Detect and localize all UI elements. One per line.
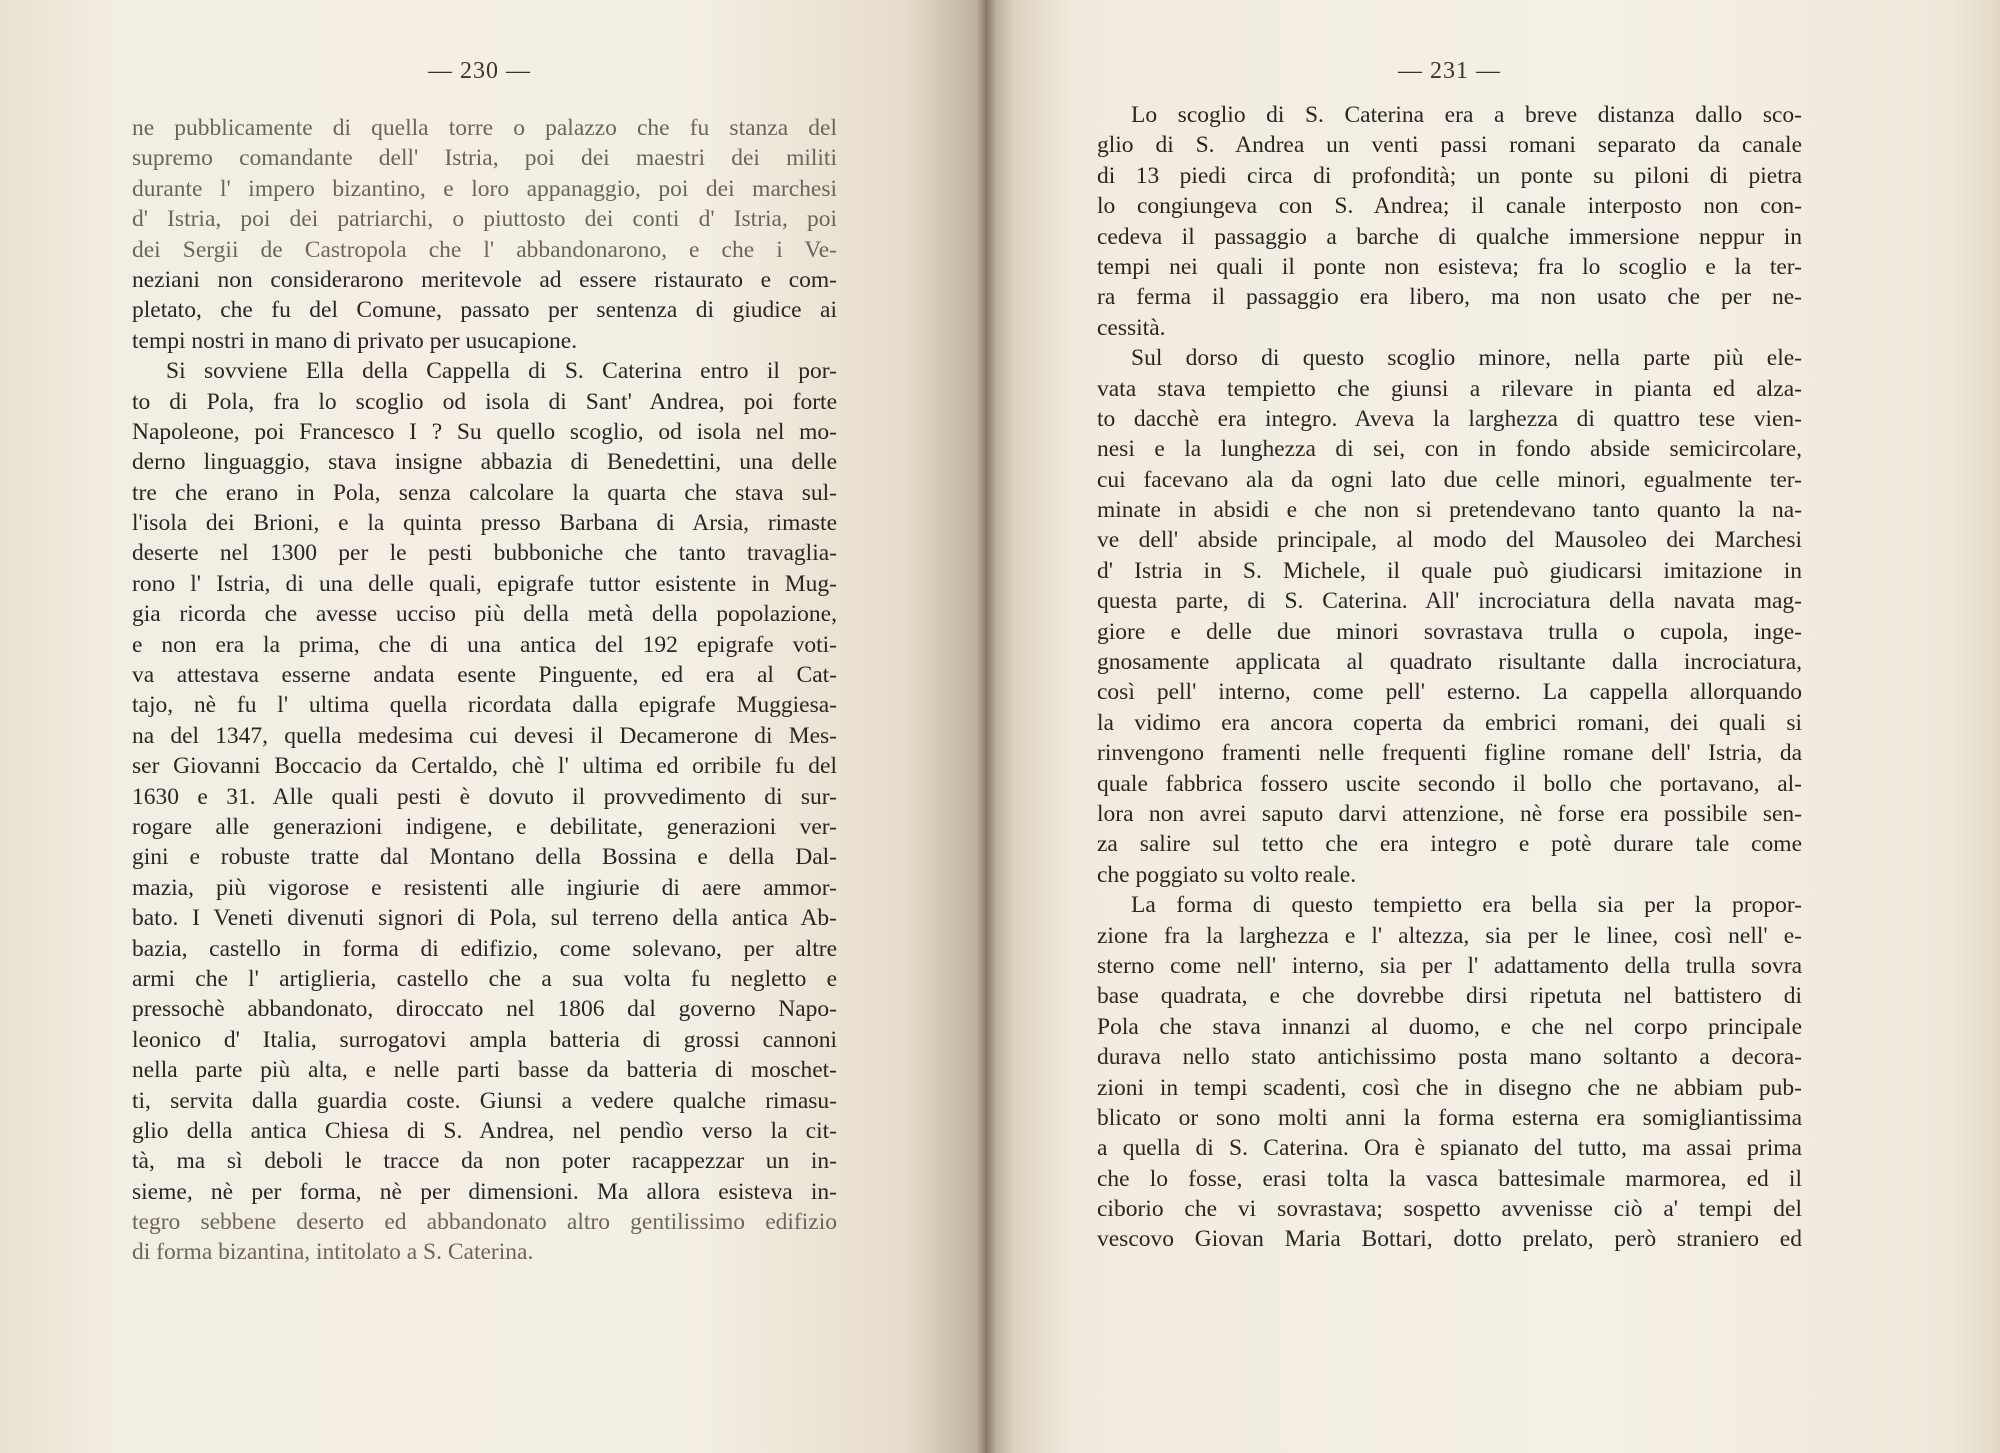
text-line: tajo, nè fu l' ultima quella ricordata dalla epigrafe Muggiesa- (132, 692, 837, 719)
text-line: l'isola dei Brioni, e la quinta presso Barbana di Arsia, rimaste (132, 510, 837, 537)
text-line: vata stava tempietto che giunsi a rilevare in pianta ed alza- (1097, 375, 1802, 402)
text-line: che lo fosse, erasi tolta la vasca battesimale marmorea, ed il (1097, 1165, 1802, 1192)
text-line: d' Istria, poi dei patriarchi, o piuttosto dei conti d' Istria, poi (132, 206, 837, 233)
text-line: ra ferma il passaggio era libero, ma non usato che per ne- (1097, 284, 1802, 311)
text-line: cessità. (1097, 314, 1166, 341)
text-line: gini e robuste tratte dal Montano della Bossina e della Dal- (132, 844, 837, 871)
text-line: rinvengono framenti nelle frequenti figline romane dell' Istria, da (1097, 740, 1802, 767)
text-line: lora non avrei saputo darvi attenzione, nè forse era possibile sen- (1097, 800, 1802, 827)
text-line: zione fra la larghezza e l' altezza, sia per le linee, così nell' e- (1097, 922, 1802, 949)
text-line: tà, ma sì deboli le tracce da non poter racappezzar un in- (132, 1148, 837, 1175)
text-line: armi che l' artiglieria, castello che a sua volta fu negletto e (132, 965, 837, 992)
text-line: ne pubblicamente di quella torre o palazzo che fu stanza del (132, 115, 837, 141)
text-line: lo congiungeva con S. Andrea; il canale interposto non con- (1097, 193, 1802, 220)
text-line: 1630 e 31. Alle quali pesti è dovuto il provvedimento di sur- (132, 783, 837, 810)
text-line: gnosamente applicata al quadrato risultante dalla incrociatura, (1097, 649, 1802, 676)
text-line: zioni in tempi scadenti, così che in disegno che ne abbiam pub- (1097, 1074, 1802, 1101)
text-line: bato. I Veneti divenuti signori di Pola, sul terreno della antica Ab- (132, 905, 837, 932)
text-line: rono l' Istria, di una delle quali, epigrafe tuttor esistente in Mug- (132, 570, 837, 597)
text-line: base quadrata, e che dovrebbe dirsi ripetuta nel battistero di (1097, 983, 1802, 1010)
text-line: tegro sebbene deserto ed abbandonato altro gentilissimo edifizio (132, 1209, 837, 1236)
text-line: d' Istria in S. Michele, il quale può giudicarsi imitazione in (1097, 557, 1802, 584)
text-line: neziani non considerarono meritevole ad essere ristaurato e com- (132, 266, 837, 293)
text-line: to di Pola, fra lo scoglio od isola di Sant' Andrea, poi forte (132, 388, 837, 415)
text-line: a quella di S. Caterina. Ora è spianato del tutto, ma assai prima (1097, 1135, 1802, 1162)
text-line: deserte nel 1300 per le pesti bubboniche che tanto travaglia- (132, 540, 837, 567)
text-line: blicato or sono molti anni la forma esterna era somigliantissima (1097, 1104, 1802, 1131)
page-number-left: — 230 — (428, 58, 531, 84)
text-line: pressochè abbandonato, diroccato nel 1806 dal governo Napo- (132, 996, 837, 1023)
text-line: gia ricorda che avesse ucciso più della metà della popolazione, (132, 601, 837, 628)
text-line: minate in absidi e che non si pretendevano tanto quanto la na- (1097, 497, 1802, 524)
text-line: di 13 piedi circa di profondità; un ponte su piloni di pietra (1097, 162, 1802, 189)
text-line: questa parte, di S. Caterina. All' incrociatura della navata mag- (1097, 588, 1802, 615)
text-line: tempi nei quali il ponte non esisteva; fra lo scoglio e la ter- (1097, 253, 1802, 280)
text-line: ser Giovanni Boccacio da Certaldo, chè l' ultima ed orribile fu del (132, 753, 837, 780)
text-line: rogare alle generazioni indigene, e debilitate, generazioni ver- (132, 813, 837, 840)
right-page-text (1097, 100, 1802, 1255)
text-line: mazia, più vigorose e resistenti alle ingiurie di aere ammor- (132, 874, 837, 901)
text-line: sterno come nell' interno, sia per l' adattamento della trulla sovra (1097, 952, 1802, 979)
text-line: nesi e la lunghezza di sei, con in fondo abside semicircolare, (1097, 436, 1802, 463)
text-line: Napoleone, poi Francesco I ? Su quello scoglio, od isola nel mo- (132, 418, 837, 445)
text-line: ti, servita dalla guardia coste. Giunsi a vedere qualche rimasu- (132, 1087, 837, 1114)
text-line: vescovo Giovan Maria Bottari, dotto prelato, però straniero ed (1097, 1226, 1802, 1253)
left-page (0, 0, 985, 1453)
text-line: Lo scoglio di S. Caterina era a breve distanza dallo sco- (1131, 102, 1802, 128)
page-number-right: — 231 — (1398, 58, 1501, 84)
text-line: giore e delle due minori sovrastava trulla o cupola, inge- (1097, 618, 1802, 645)
text-line: cui facevano ala da ogni lato due celle minori, egualmente ter- (1097, 466, 1802, 493)
text-line: ve dell' abside principale, al modo del Mausoleo dei Marchesi (1097, 527, 1802, 554)
text-line: così pell' interno, come pell' esterno. La cappella allorquando (1097, 679, 1802, 706)
text-line: tre che erano in Pola, senza calcolare la quarta che stava sul- (132, 479, 837, 506)
text-line: derno linguaggio, stava insigne abbazia di Benedettini, una delle (132, 449, 837, 476)
text-line: glio della antica Chiesa di S. Andrea, nel pendìo verso la cit- (132, 1117, 837, 1144)
text-line: Pola che stava innanzi al duomo, e che nel corpo principale (1097, 1013, 1802, 1040)
text-line: che poggiato su volto reale. (1097, 861, 1357, 888)
text-line: La forma di questo tempietto era bella sia per la propor- (1131, 892, 1802, 919)
text-line: va attestava esserne andata esente Pinguente, ed era al Cat- (132, 662, 837, 689)
text-line: ciborio che vi sovrastava; sospetto avvenisse ciò a' tempi del (1097, 1196, 1802, 1223)
text-line: pletato, che fu del Comune, passato per sentenza di giudice ai (132, 297, 837, 324)
text-line: to dacchè era integro. Aveva la larghezza di quattro tese vien- (1097, 405, 1802, 432)
text-line: bazia, castello in forma di edifizio, come solevano, per altre (132, 935, 837, 962)
text-line: durante l' impero bizantino, e loro appanaggio, poi dei marchesi (132, 175, 837, 202)
text-line: Si sovviene Ella della Cappella di S. Caterina entro il por- (166, 358, 837, 385)
text-line: dei Sergii de Castropola che l' abbandonarono, e che i Ve- (132, 236, 837, 263)
text-line: leonico d' Italia, surrogatovi ampla batteria di grossi cannoni (132, 1026, 837, 1053)
text-line: durava nello stato antichissimo posta mano soltanto a decora- (1097, 1044, 1802, 1071)
text-line: sieme, nè per forma, nè per dimensioni. Ma allora esisteva in- (132, 1178, 837, 1205)
text-line: di forma bizantina, intitolato a S. Caterina. (132, 1239, 534, 1266)
right-page (985, 0, 2000, 1453)
text-line: la vidimo era ancora coperta da embrici romani, dei quali si (1097, 709, 1802, 736)
text-line: na del 1347, quella medesima cui devesi il Decamerone di Mes- (132, 722, 837, 749)
text-line: e non era la prima, che di una antica del 192 epigrafe voti- (132, 631, 837, 658)
text-line: quale fabbrica fossero uscite secondo il bollo che portavano, al- (1097, 770, 1802, 797)
text-line: supremo comandante dell' Istria, poi dei maestri dei militi (132, 145, 837, 172)
left-page-text (132, 113, 837, 1268)
text-line: cedeva il passaggio a barche di qualche immersione neppur in (1097, 223, 1802, 250)
text-line: nella parte più alta, e nelle parti basse da batteria di moschet- (132, 1057, 837, 1084)
text-line: Sul dorso di questo scoglio minore, nella parte più ele- (1131, 345, 1802, 372)
text-line: glio di S. Andrea un venti passi romani separato da canale (1097, 132, 1802, 159)
text-line: za salire sul tetto che era integro e potè durare tale come (1097, 831, 1802, 858)
text-line: tempi nostri in mano di privato per usucapione. (132, 327, 578, 354)
